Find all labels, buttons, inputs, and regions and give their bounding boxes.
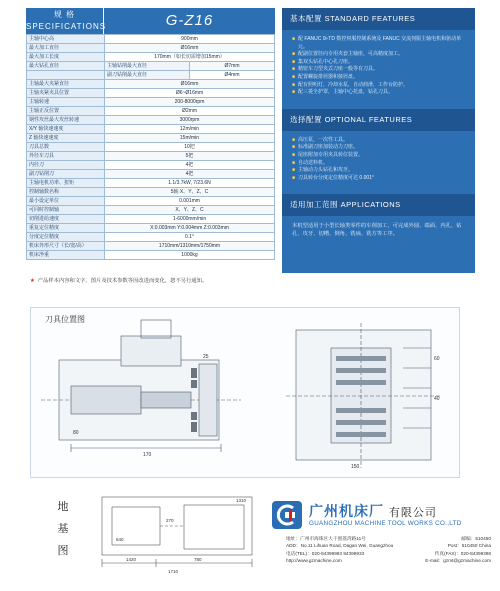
feature-text: 高压泵，一次性工具。 (298, 136, 349, 143)
spec-row (27, 215, 275, 224)
bullet-icon: ■ (292, 167, 296, 174)
spec-label: 主轴夹紧夹具位置 (27, 89, 105, 98)
spec-label: 机床净重 (27, 251, 105, 260)
feature-text: 配 FANUC 0i-TD 数控伺服控制系统及 FANUC 交流伺服主轴电机和驱动单元。 (298, 36, 462, 50)
contact-right: E-mail：gzmt@gzmachine.com (425, 557, 491, 563)
foundation-drawing (96, 491, 264, 576)
standard-features-title: 基本配置 STANDARD FEATURES (282, 8, 475, 30)
spec-label (27, 71, 105, 80)
spec-value: 5把 (105, 152, 275, 161)
feature-text: 自动送料机。 (298, 159, 329, 166)
spec-label: 钢性攻丝最大攻丝转速 (27, 116, 105, 125)
feature-item (292, 36, 469, 51)
company-name-cn: 广州机床厂 (309, 503, 384, 519)
spec-label: 主轴正反位置 (27, 107, 105, 116)
dim-label: 40 (434, 396, 440, 402)
spec-row (27, 224, 275, 233)
foundation-dim: 1420 (126, 557, 137, 562)
contact-left: 地址：广州市海珠区大干围荔湾路11号 (286, 536, 366, 541)
feature-item (292, 160, 469, 168)
spec-row (27, 134, 275, 143)
bullet-icon: ■ (292, 73, 296, 80)
spindle-head (71, 386, 141, 414)
feature-item (292, 144, 469, 152)
spec-label: X/Y 轴快速速度 (27, 125, 105, 134)
feature-item (292, 51, 469, 59)
spec-row (27, 80, 275, 89)
spec-row (27, 107, 275, 116)
foundation-pad-right (184, 505, 244, 549)
spec-value: 0.001mm (105, 197, 275, 206)
bullet-icon: ■ (292, 144, 296, 151)
spec-sublabel: 副刀钻削最大直径 (105, 71, 190, 80)
spec-row (27, 89, 275, 98)
foundation-dim: 640 (116, 537, 124, 542)
foundation-dim: 1310 (236, 498, 247, 503)
spec-label: 最大钻孔直径 (27, 62, 105, 71)
spec-row (27, 242, 275, 251)
spec-label: 外径车刀具 (27, 152, 105, 161)
spec-label: 最大加工长度 (27, 53, 105, 62)
company-contact-info (286, 535, 491, 564)
spec-value: 900mm (105, 35, 275, 44)
bullet-icon: ■ (292, 174, 296, 181)
spec-label: 机床外形尺寸（长/宽/高） (27, 242, 105, 251)
feature-text: 精密车刀型夹式刀座一般等有刀具。 (298, 66, 379, 73)
spec-value: 5轴 X、Y、Z、C (105, 188, 275, 197)
spec-label: Z 轴快速速度 (27, 134, 105, 143)
spec-value: 4把 (105, 170, 275, 179)
spec-row (27, 188, 275, 197)
contact-row (286, 535, 491, 542)
features-panel (282, 8, 475, 273)
spec-label: 最小设定单位 (27, 197, 105, 206)
spec-label: 分度定位精度 (27, 233, 105, 242)
spec-row (27, 143, 275, 152)
feature-text: 集双头钻孔中心孔刀座。 (298, 58, 354, 65)
feature-text: 配有照明灯，冷却水泵，自动润滑，工作台防护。 (298, 81, 409, 88)
contact-left: 电话(TEL)：020-84399993 84399933 (286, 550, 365, 556)
spec-row (27, 152, 275, 161)
spec-value: 1000kg (105, 251, 275, 260)
foundation-dim: 1710 (168, 569, 179, 574)
spec-row (27, 206, 275, 215)
dim-label: 150 (351, 464, 360, 470)
feature-item (292, 167, 469, 175)
feature-text: 配副位置径向专用夹套主轴座，可高精度加工。 (298, 51, 404, 58)
spec-header-label (26, 8, 107, 34)
spec-value: 15m/min (105, 134, 275, 143)
spec-row (27, 53, 275, 62)
top-turret-block (121, 336, 181, 366)
spec-label: 切削进给速度 (27, 215, 105, 224)
feature-text: 配置螺旋排屑器和接屑盘。 (298, 73, 359, 80)
spec-value: 170mm（如长切需增加15mm） (105, 53, 275, 62)
contact-row (286, 550, 491, 557)
spec-row (27, 116, 275, 125)
spec-value: 200-8000rpm (105, 98, 275, 107)
bullet-icon: ■ (292, 58, 296, 65)
bullet-icon: ■ (292, 81, 296, 88)
bullet-icon: ■ (292, 89, 296, 96)
spec-label: 内径刀 (27, 161, 105, 170)
spec-value: X:0.003mm Y:0.004mm Z:0.003mm (105, 224, 275, 233)
spec-label: 主轴电机功率、扭矩 (27, 179, 105, 188)
star-icon: ★ (30, 278, 35, 284)
spec-row (27, 44, 275, 53)
spec-row (27, 161, 275, 170)
company-logo-icon (272, 501, 302, 529)
spec-label: 副刀钻削刀 (27, 170, 105, 179)
specifications-table (26, 8, 275, 260)
feature-item (292, 175, 469, 183)
disclaimer-text: 产品样本内容和文字、图片及技术参数等因改进而变化，恕不另行通知。 (37, 278, 208, 284)
spec-label: 主轴最大夹紧直径 (27, 80, 105, 89)
spec-row (27, 251, 275, 260)
dim-label: 60 (434, 356, 440, 362)
spec-header-cn: 规 格 (53, 10, 76, 19)
bullet-icon: ■ (292, 159, 296, 166)
side-tool-post (199, 364, 217, 436)
spec-label: 重复定位精度 (27, 224, 105, 233)
disclaimer-note (30, 276, 207, 284)
spec-label: 主轴中心高 (27, 35, 105, 44)
spec-value: Ø4mm (190, 71, 275, 80)
spec-row (27, 35, 275, 44)
feature-text: 刀具转台分度定位精度可达 0.001° (298, 174, 374, 181)
company-name (309, 501, 437, 521)
feature-item (292, 152, 469, 160)
contact-left: http://www.gzmachine.com (286, 557, 342, 563)
company-name-suffix: 有限公司 (388, 507, 437, 519)
contact-row (286, 542, 491, 549)
spec-row (27, 125, 275, 134)
foundation-dim: 270 (166, 518, 174, 523)
bullet-icon: ■ (292, 36, 296, 42)
contact-right: 邮编：510450 (461, 536, 491, 541)
bullet-icon: ■ (292, 66, 296, 73)
diagram-title: 刀具位置图 (45, 315, 85, 324)
model-name: G-Z16 (165, 12, 214, 29)
feature-text: 标准副刀座加装动力刀座。 (298, 144, 359, 151)
feature-text: 配三菱全护罩，主轴中心托盘，钻孔刀具。 (298, 89, 394, 96)
optional-features-list (282, 131, 475, 187)
company-name-en: GUANGZHOU MACHINE TOOL WORKS CO.,LTD (309, 520, 462, 527)
dim-label: 25 (203, 354, 209, 360)
spec-value: X、Y、Z、C (105, 206, 275, 215)
spec-header-en: SPECIFICATIONS (26, 22, 107, 31)
spec-row (27, 170, 275, 179)
spec-sublabel: 主轴钻削最大直径 (105, 62, 190, 71)
spec-value: 1-6000mm/min (105, 215, 275, 224)
spec-label: 刀具总数 (27, 143, 105, 152)
spec-label: 控制轴数名称 (27, 188, 105, 197)
spec-header (26, 8, 275, 34)
spec-row (27, 197, 275, 206)
bullet-icon: ■ (292, 51, 296, 58)
spec-value: Ø2mm (105, 107, 275, 116)
contact-left: ADD：No.11 Lihuan Road, Dagan Wei, Guangzhou (286, 543, 394, 549)
spec-value: 12m/min (105, 125, 275, 134)
applications-title: 适用加工范围 APPLICATIONS (282, 194, 475, 216)
foundation-label: 地 基 图 (57, 500, 69, 557)
applications-text: 本机型适用于小型长轴类零件的车削加工，可完成外圆、端面、内孔、钻孔、攻牙、切槽、倒角、铣扁、铣方等工序。 (292, 223, 462, 238)
contact-row (286, 557, 491, 564)
foundation-dim: 780 (194, 557, 202, 562)
spec-value: Ø16mm (105, 80, 275, 89)
feature-text: 主轴动力头钻孔和攻牙。 (298, 167, 354, 174)
top-tool-holder (141, 320, 171, 338)
dim-label: 170 (143, 452, 152, 458)
spec-rows (26, 34, 275, 260)
spec-row (27, 98, 275, 107)
optional-features-title: 选择配置 OPTIONAL FEATURES (282, 109, 475, 131)
bullet-icon: ■ (292, 136, 296, 143)
standard-features-list (282, 30, 475, 101)
spec-value: 10把 (105, 143, 275, 152)
spec-label: 主轴转速 (27, 98, 105, 107)
spec-label: 可同时控制轴 (27, 206, 105, 215)
bullet-icon: ■ (292, 151, 296, 158)
dim-label: 80 (73, 430, 79, 436)
spec-value: 4把 (105, 161, 275, 170)
guide-bush (141, 392, 191, 408)
spec-label: 最大加工直径 (27, 44, 105, 53)
feature-item (292, 74, 469, 82)
spec-value: 1.1/3.7kW, 7/23.6N (105, 179, 275, 188)
spec-value: Ø6~Ø16mm (105, 89, 275, 98)
feature-text: 尾座附加专用夹具转位装置。 (298, 151, 364, 158)
spec-value: Ø7mm (190, 62, 275, 71)
spec-value: 0.1° (105, 233, 275, 242)
spec-row (27, 233, 275, 242)
spec-value: 3000rpm (105, 116, 275, 125)
spec-row (27, 179, 275, 188)
contact-right: 传真(FAX)：020-84399398 (434, 550, 491, 556)
spec-value: Ø16mm (105, 44, 275, 53)
spec-value: 1710mm/1310mm/1750mm (105, 242, 275, 251)
feature-item (292, 66, 469, 74)
feature-item (292, 89, 469, 97)
tool-position-diagram (30, 307, 460, 478)
tool-drawing (31, 308, 461, 479)
contact-right: Post：510450 China (447, 543, 491, 549)
spec-row (27, 62, 275, 71)
spec-row (27, 71, 275, 80)
